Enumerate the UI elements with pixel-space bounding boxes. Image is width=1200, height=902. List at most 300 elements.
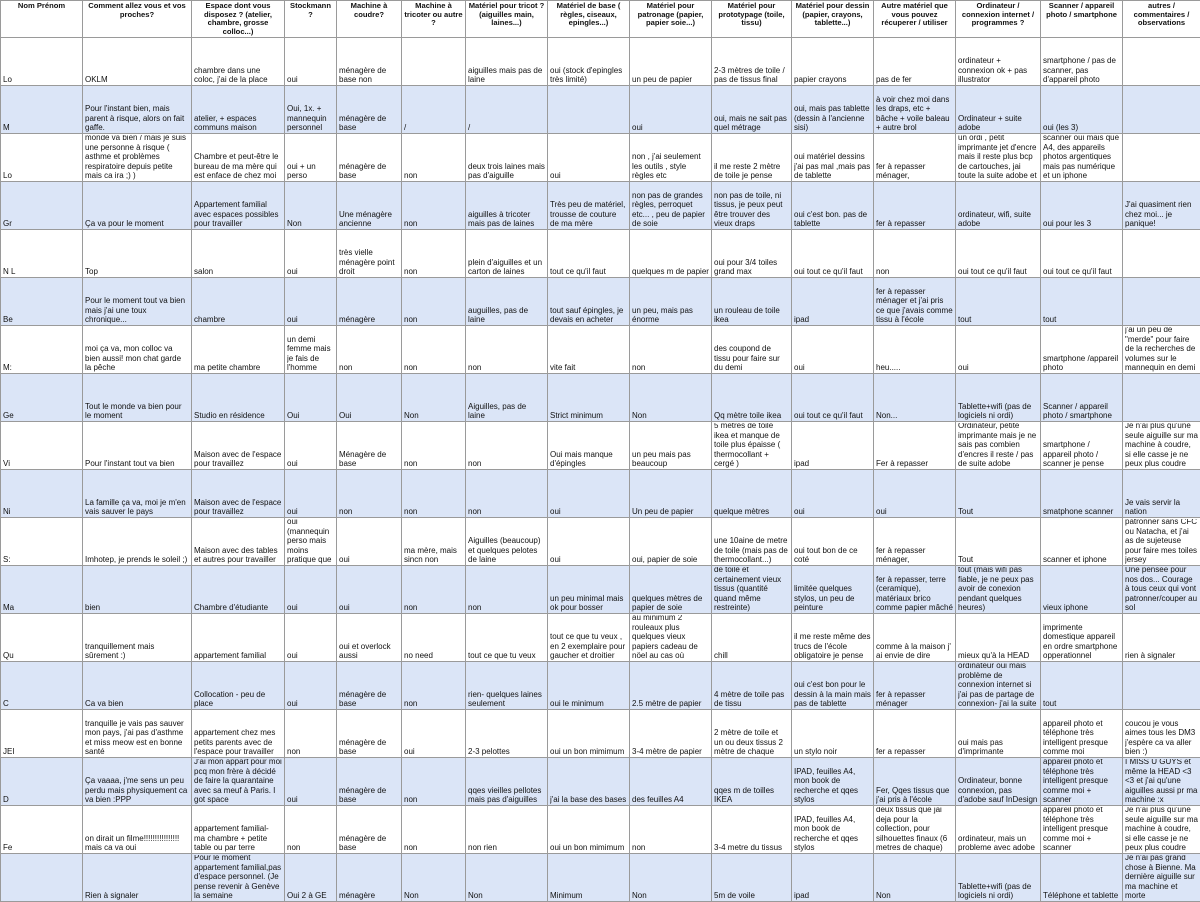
table-row: [1, 230, 1200, 278]
table-cell: [1123, 662, 1200, 710]
column-header: Ordinateur / connexion internet / programmes ?: [956, 1, 1041, 38]
cell-text: non: [632, 843, 709, 852]
cell-text: Oui, 1x. + mannequin personnel: [287, 104, 334, 132]
table-cell: [402, 662, 466, 710]
cell-text: Téléphone et tablette: [1043, 891, 1120, 900]
cell-text: non rien: [468, 843, 545, 852]
table-cell: [1123, 854, 1200, 902]
table-cell: [337, 614, 402, 662]
cell-text: ménagère de base: [339, 690, 399, 709]
table-cell: [83, 374, 192, 422]
table-cell: [630, 854, 712, 902]
cell-text: Une pensée pour nos dos... Courage à tous ceux qui vont patronner/couper au sol: [1125, 567, 1198, 612]
table-cell: [548, 278, 630, 326]
table-cell: [1041, 566, 1123, 614]
table-cell: [402, 278, 466, 326]
cell-text: à voir chez moi dans les draps, etc + bâche + voile baleau + autre brol: [876, 95, 953, 133]
table-cell: [466, 470, 548, 518]
name-cell: [1, 566, 83, 614]
table-cell: [192, 230, 285, 278]
cell-text: Vi: [3, 459, 80, 468]
cell-text: ipad: [794, 315, 871, 324]
cell-text: oui (mannequin perso mais moins pratique que: [287, 519, 334, 564]
table-cell: [337, 518, 402, 566]
cell-text: chambre: [194, 315, 282, 324]
table-row: [1, 758, 1200, 806]
table-cell: [1041, 470, 1123, 518]
table-cell: [1041, 854, 1123, 902]
name-cell: [1, 710, 83, 758]
name-cell: [1, 230, 83, 278]
cell-text: non: [876, 267, 953, 276]
cell-text: oui: [287, 651, 334, 660]
cell-text: Fe: [3, 843, 80, 852]
table-cell: [83, 278, 192, 326]
cell-text: Non: [468, 891, 545, 900]
cell-text: oui tout bon de ce coté: [794, 546, 871, 565]
table-cell: [712, 662, 792, 710]
cell-text: Be: [3, 315, 80, 324]
table-cell: [192, 806, 285, 854]
cell-text: un stylo noir: [794, 747, 871, 756]
cell-text: chill: [714, 651, 789, 660]
cell-text: oui tout ce qu'il faut: [794, 411, 871, 420]
cell-text: non: [339, 507, 399, 516]
column-header: Nom Prénom: [1, 1, 83, 38]
table-cell: [337, 662, 402, 710]
cell-text: Ordinateur + suite adobe: [958, 114, 1038, 133]
cell-text: imprimente domestique appareil en ordre smartphone opperationnel: [1043, 623, 1120, 661]
column-header: Autre matériel que vous pouvez récuperer / utiliser: [874, 1, 956, 38]
cell-text: un peu, mais pas énorme: [632, 306, 709, 325]
table-cell: [792, 134, 874, 182]
table-cell: [337, 422, 402, 470]
table-cell: [192, 326, 285, 374]
cell-text: bien: [85, 603, 189, 612]
cell-text: il me reste 2 mètre de toile je pense: [714, 162, 789, 181]
table-cell: [402, 422, 466, 470]
table-cell: [548, 614, 630, 662]
table-cell: [337, 806, 402, 854]
table-cell: [192, 86, 285, 134]
table-cell: [712, 422, 792, 470]
table-row: [1, 710, 1200, 758]
table-cell: [466, 566, 548, 614]
cell-text: j'ai un peu de "merde" pour faire de la recherches de volumes sur le mannequin en demi: [1125, 327, 1198, 372]
table-cell: [956, 758, 1041, 806]
table-cell: [956, 470, 1041, 518]
table-cell: [548, 566, 630, 614]
cell-text: I MISS U GUYS et même la HEAD <3 <3 et j'ai qu'une aiguilles aussi pr ma machine :x: [1125, 759, 1198, 804]
cell-text: oui (les 3): [1043, 123, 1120, 132]
table-cell: [83, 326, 192, 374]
table-cell: [792, 806, 874, 854]
table-cell: [792, 710, 874, 758]
table-cell: [337, 230, 402, 278]
cell-text: moi ça va, mon colloc va bien aussi! mon chat garde la pêche: [85, 344, 189, 372]
table-cell: [466, 854, 548, 902]
table-cell: [83, 182, 192, 230]
cell-text: quelque mètres: [714, 507, 789, 516]
table-cell: [630, 518, 712, 566]
cell-text: Non: [632, 411, 709, 420]
cell-text: Minimum: [550, 891, 627, 900]
table-cell: [712, 374, 792, 422]
table-cell: [466, 38, 548, 86]
table-cell: [792, 518, 874, 566]
table-row: [1, 470, 1200, 518]
table-cell: [792, 38, 874, 86]
cell-text: non: [468, 603, 545, 612]
cell-text: oui: [287, 507, 334, 516]
table-cell: [548, 806, 630, 854]
table-cell: [1041, 518, 1123, 566]
table-cell: [874, 518, 956, 566]
name-cell: [1, 38, 83, 86]
column-header: Matériel pour dessin (papier, crayons, tablette...): [792, 1, 874, 38]
cell-text: Non: [632, 891, 709, 900]
table-cell: [792, 614, 874, 662]
cell-text: Gr: [3, 219, 80, 228]
cell-text: Tout le monde va bien pour le moment: [85, 402, 189, 421]
name-cell: [1, 806, 83, 854]
column-header: Matériel pour prototypage (toile, tissu): [712, 1, 792, 38]
table-cell: [874, 470, 956, 518]
cell-text: oui tout ce qu'il faut: [958, 267, 1038, 276]
cell-text: quelques mètres de papier de soie: [632, 594, 709, 613]
cell-text: chambre dans une coloc, j'ai de la place: [194, 66, 282, 85]
cell-text: oui c'est bon. pas de tablette: [794, 210, 871, 229]
cell-text: très vielle ménagère point droit: [339, 248, 399, 276]
cell-text: tout sauf épingles, je devais en acheter: [550, 306, 627, 325]
name-cell: [1, 470, 83, 518]
table-row: [1, 854, 1200, 902]
table-cell: [874, 326, 956, 374]
cell-text: ordinateur, mais un probleme avec adobe: [958, 834, 1038, 853]
cell-text: smartphone / appareil photo / scanner je pense: [1043, 440, 1120, 468]
table-cell: [337, 758, 402, 806]
cell-text: Rien à signaler: [85, 891, 189, 900]
name-cell: [1, 518, 83, 566]
table-cell: [1123, 278, 1200, 326]
cell-text: de toile et certainement vieux tissus (quantité quand même restreinte): [714, 567, 789, 612]
table-cell: [192, 182, 285, 230]
cell-text: Ge: [3, 411, 80, 420]
cell-text: oui matériel dessins j'ai pas mal ,mais pas de tablette: [794, 152, 871, 180]
cell-text: deux tissus que jai deja pour la collection, pour silhouettes finaux (6 metres de chaque): [876, 807, 953, 852]
cell-text: fer à repasser ménager: [876, 690, 953, 709]
table-cell: [792, 566, 874, 614]
cell-text: C: [3, 699, 80, 708]
table-cell: [1041, 758, 1123, 806]
cell-text: Je n'ai pas grand chose à Bienne. Ma dernière aiguille sur ma machine et morte: [1125, 855, 1198, 900]
table-row: [1, 806, 1200, 854]
table-cell: [1123, 134, 1200, 182]
cell-text: fer à repasser ménager,: [876, 546, 953, 565]
table-cell: [466, 614, 548, 662]
table-cell: [1123, 566, 1200, 614]
table-cell: [792, 758, 874, 806]
cell-text: des feuilles A4: [632, 795, 709, 804]
table-cell: [285, 230, 337, 278]
table-cell: [874, 662, 956, 710]
cell-text: Chambre d'étudiante: [194, 603, 282, 612]
cell-text: un rouleau de toile ikea: [714, 306, 789, 325]
table-cell: [712, 806, 792, 854]
table-cell: [402, 854, 466, 902]
cell-text: Strict minimum: [550, 411, 627, 420]
table-cell: [712, 86, 792, 134]
cell-text: ménagère de base: [339, 786, 399, 805]
table-cell: [1123, 326, 1200, 374]
cell-text: un peu de papier: [632, 75, 709, 84]
cell-text: non: [404, 219, 463, 228]
table-cell: [83, 134, 192, 182]
cell-text: Non...: [876, 411, 953, 420]
cell-text: oui: [339, 603, 399, 612]
table-cell: [337, 182, 402, 230]
name-cell: [1, 422, 83, 470]
table-cell: [83, 566, 192, 614]
table-cell: [792, 422, 874, 470]
cell-text: non: [404, 699, 463, 708]
table-cell: [548, 422, 630, 470]
table-cell: [712, 326, 792, 374]
cell-text: JEI: [3, 747, 80, 756]
table-cell: [1123, 422, 1200, 470]
table-cell: [337, 710, 402, 758]
table-cell: [792, 854, 874, 902]
table-cell: [712, 470, 792, 518]
cell-text: plein d'aiguilles et un carton de laines: [468, 258, 545, 277]
cell-text: oui: [287, 315, 334, 324]
cell-text: Ma: [3, 603, 80, 612]
table-cell: [402, 758, 466, 806]
cell-text: non pas de toile, ni tissus, je peux peut être trouver des vieux draps: [714, 191, 789, 229]
cell-text: fer à repasser: [876, 219, 953, 228]
cell-text: non pas de grandes règles, perroquet etc... , peu de papier de soie: [632, 191, 709, 229]
cell-text: Maison avec de l'espace pour travaillez: [194, 498, 282, 517]
table-cell: [1123, 374, 1200, 422]
cell-text: scanner et iphone: [1043, 555, 1120, 564]
column-header: Machine à coudre?: [337, 1, 402, 38]
table-cell: [956, 278, 1041, 326]
cell-text: 2 mètre de toile et un ou deux tissus 2 mètre de chaque: [714, 728, 789, 756]
table-cell: [466, 374, 548, 422]
table-cell: [874, 182, 956, 230]
table-cell: [83, 758, 192, 806]
name-cell: [1, 134, 83, 182]
table-cell: [1041, 662, 1123, 710]
table-cell: [83, 470, 192, 518]
cell-text: oui + un perso: [287, 162, 334, 181]
cell-text: un demi femme mais je fais de l'homme: [287, 335, 334, 373]
table-cell: [192, 854, 285, 902]
cell-text: Pour le moment appartement familial,pas d'espace personnel. (Je pense revenir à Genève la semaine: [194, 855, 282, 900]
table-cell: [402, 806, 466, 854]
cell-text: on dirait un filme!!!!!!!!!!!!!!!! mais ca va oui: [85, 834, 189, 853]
cell-text: rien- quelques laines seulement: [468, 690, 545, 709]
table-cell: [1123, 518, 1200, 566]
cell-text: oui: [550, 555, 627, 564]
cell-text: non: [404, 603, 463, 612]
cell-text: non: [468, 507, 545, 516]
table-cell: [630, 38, 712, 86]
cell-text: tranquille je vais pas sauver mon pays, j'ai pas d'asthme et miss meow est en bonne santé: [85, 719, 189, 757]
table-cell: [792, 326, 874, 374]
cell-text: oui: [794, 363, 871, 372]
table-cell: [874, 374, 956, 422]
cell-text: ménagère de base non: [339, 66, 399, 85]
cell-text: oui pour les 3: [1043, 219, 1120, 228]
cell-text: Chambre et peut-être le bureau de ma mère qui est enface de chez moi: [194, 152, 282, 180]
cell-text: La famille ça va, moi je m'en vais sauver le pays: [85, 498, 189, 517]
table-cell: [402, 134, 466, 182]
cell-text: oui: [287, 75, 334, 84]
cell-text: Tout: [958, 555, 1038, 564]
cell-text: salon: [194, 267, 282, 276]
cell-text: non: [404, 459, 463, 468]
cell-text: ma mère, mais sincn non: [404, 546, 463, 565]
table-cell: [192, 758, 285, 806]
cell-text: Tablette+wifi (pas de logiciels ni ordi): [958, 402, 1038, 421]
table-cell: [83, 662, 192, 710]
cell-text: oui: [794, 507, 871, 516]
table-cell: [630, 710, 712, 758]
cell-text: J'ai mon appart pour moi pcq mon frère à décidé de faire la quarantaine avec sa meuf à Paris. I got space: [194, 759, 282, 804]
cell-text: appartement familial: [194, 651, 282, 660]
table-cell: [792, 470, 874, 518]
table-cell: [712, 278, 792, 326]
table-cell: [192, 710, 285, 758]
cell-text: Un peu de papier: [632, 507, 709, 516]
table-cell: [548, 518, 630, 566]
cell-text: 2-3 pelottes: [468, 747, 545, 756]
table-cell: [466, 422, 548, 470]
column-header: Espace dont vous disposez ? (atelier, chambre, grosse colloc...): [192, 1, 285, 38]
cell-text: 2.5 mètre de papier: [632, 699, 709, 708]
table-cell: [548, 230, 630, 278]
table-cell: [192, 374, 285, 422]
column-header: Comment allez vous et vos proches?: [83, 1, 192, 38]
table-cell: [337, 470, 402, 518]
cell-text: appartement chez mes petits parents avec de l'espace pour travailler: [194, 728, 282, 756]
table-cell: [548, 374, 630, 422]
cell-text: appareil photo et téléphone très intelligent presque comme moi + scanner: [1043, 807, 1120, 852]
table-cell: [1123, 758, 1200, 806]
table-row: [1, 182, 1200, 230]
table-cell: [874, 566, 956, 614]
table-cell: [402, 326, 466, 374]
cell-text: ma petite chambre: [194, 363, 282, 372]
table-cell: [548, 854, 630, 902]
cell-text: smartphone /appareil photo: [1043, 354, 1120, 373]
table-cell: [337, 86, 402, 134]
table-cell: [956, 710, 1041, 758]
table-cell: [402, 518, 466, 566]
cell-text: non: [287, 747, 334, 756]
cell-text: oui (stock d'epingles très limité): [550, 66, 627, 85]
table-cell: [1041, 374, 1123, 422]
table-cell: [192, 614, 285, 662]
cell-text: Qq mètre toile ikea: [714, 411, 789, 420]
name-cell: [1, 854, 83, 902]
cell-text: scanner oui mais que A4, des appareils photos argentiques mais pas numérique et un iphone: [1043, 135, 1120, 180]
table-cell: [83, 614, 192, 662]
table-cell: [402, 614, 466, 662]
table-cell: [956, 230, 1041, 278]
cell-text: 2-3 mètres de toile / pas de tissus final: [714, 66, 789, 85]
cell-text: D: [3, 795, 80, 804]
cell-text: oui: [404, 747, 463, 756]
table-cell: [285, 758, 337, 806]
table-cell: [285, 134, 337, 182]
table-cell: [285, 518, 337, 566]
table-cell: [83, 854, 192, 902]
cell-text: Collocation - peu de place: [194, 690, 282, 709]
cell-text: oui: [550, 507, 627, 516]
table-cell: [956, 806, 1041, 854]
cell-text: ménagère de base: [339, 162, 399, 181]
table-cell: [548, 758, 630, 806]
table-cell: [874, 278, 956, 326]
cell-text: deux trois laines mais pas d'aiguille: [468, 162, 545, 181]
cell-text: tout: [1043, 315, 1120, 324]
cell-text: non: [468, 363, 545, 372]
table-cell: [83, 518, 192, 566]
table-cell: [1041, 422, 1123, 470]
cell-text: non: [404, 315, 463, 324]
table-row: [1, 38, 1200, 86]
table-cell: [630, 758, 712, 806]
table-cell: [956, 662, 1041, 710]
cell-text: monde va bien / mais je suis une personne à risque ( asthme et problèmes respiratoire depuis petite mais ca ira ;) ): [85, 135, 189, 180]
table-cell: [792, 230, 874, 278]
table-cell: [956, 134, 1041, 182]
cell-text: no need: [404, 651, 463, 660]
table-cell: [874, 806, 956, 854]
table-cell: [1123, 38, 1200, 86]
table-cell: [285, 662, 337, 710]
cell-text: oui: [958, 363, 1038, 372]
table-cell: [956, 374, 1041, 422]
cell-text: tout ce que tu veux: [468, 651, 545, 660]
cell-text: 5m de voile: [714, 891, 789, 900]
cell-text: ménagère de base: [339, 834, 399, 853]
cell-text: smatphone scanner: [1043, 507, 1120, 516]
cell-text: Ordinateur, petite imprimante mais je ne sais pas combien d'encres il reste / pas de suite adobe: [958, 423, 1038, 468]
cell-text: 4 mètre de toile pas de tissu: [714, 690, 789, 709]
table-cell: [466, 326, 548, 374]
cell-text: N L: [3, 267, 80, 276]
cell-text: Je n'ai plus qu'une seule aiguille sur ma machine à coudre, si elle casse je ne peux plus coudre: [1125, 807, 1198, 852]
table-cell: [402, 86, 466, 134]
cell-text: Appartement familial avec espaces possibles pour travailler: [194, 200, 282, 228]
cell-text: ménagère: [339, 315, 399, 324]
cell-text: fer a repasser: [876, 747, 953, 756]
table-cell: [285, 38, 337, 86]
table-cell: [402, 182, 466, 230]
table-cell: [874, 614, 956, 662]
name-cell: [1, 614, 83, 662]
table-cell: [548, 86, 630, 134]
cell-text: Ca va bien: [85, 699, 189, 708]
table-cell: [1041, 182, 1123, 230]
column-header: Matériel pour tricot ? (aiguilles main, laines...): [466, 1, 548, 38]
cell-text: qqes vieilles pellotes mais pas d'aiguilles: [468, 786, 545, 805]
table-cell: [874, 86, 956, 134]
cell-text: Qu: [3, 651, 80, 660]
